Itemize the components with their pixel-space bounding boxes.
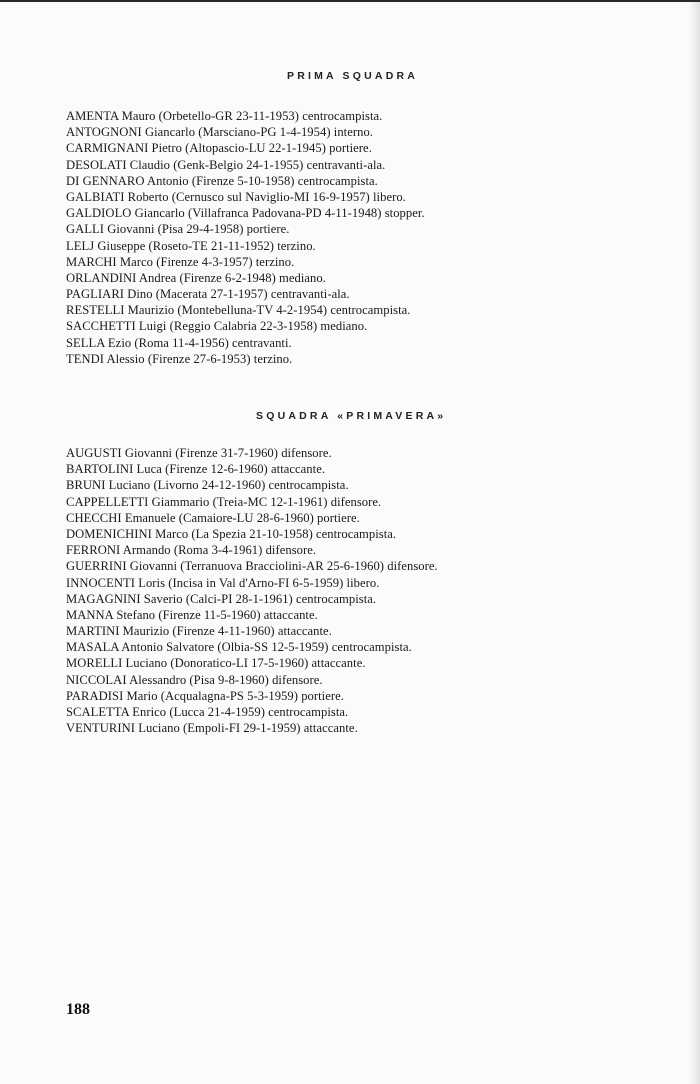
list-item: LELJ Giuseppe (Roseto-TE 21-11-1952) terzino.	[66, 238, 316, 253]
list-item: FERRONI Armando (Roma 3-4-1961) difensore.	[66, 543, 317, 558]
list-item: CHECCHI Emanuele (Camaiore-LU 28-6-1960) portiere.	[66, 510, 360, 525]
list-item: SELLA Ezio (Roma 11-4-1956) centravanti.	[66, 335, 292, 350]
list-item: CARMIGNANI Pietro (Altopascio-LU 22-1-1945) portiere.	[66, 141, 372, 156]
list-item: BARTOLINI Luca (Firenze 12-6-1960) attaccante.	[66, 462, 326, 477]
list-item: ORLANDINI Andrea (Firenze 6-2-1948) mediano.	[66, 270, 326, 285]
heading-prima-squadra: PRIMA SQUADRA	[287, 70, 419, 82]
page-number: 188	[66, 1001, 90, 1018]
list-item: BRUNI Luciano (Livorno 24-12-1960) centrocampista.	[66, 478, 349, 493]
list-item: RESTELLI Maurizio (Montebelluna-TV 4-2-1954) centrocampista.	[66, 303, 411, 318]
list-item: MASALA Antonio Salvatore (Olbia-SS 12-5-1959) centrocampista.	[66, 640, 412, 655]
list-item: MARTINI Maurizio (Firenze 4-11-1960) attaccante.	[66, 624, 332, 639]
list-item: DI GENNARO Antonio (Firenze 5-10-1958) centrocampista.	[66, 173, 378, 188]
list-item: SACCHETTI Luigi (Reggio Calabria 22-3-1958) mediano.	[66, 319, 368, 334]
list-item: SCALETTA Enrico (Lucca 21-4-1959) centrocampista.	[66, 705, 349, 719]
list-item: DESOLATI Claudio (Genk-Belgio 24-1-1955) centravanti-ala.	[66, 157, 386, 172]
list-item: PAGLIARI Dino (Macerata 27-1-1957) centravanti-ala.	[66, 287, 350, 302]
list-item: GUERRINI Giovanni (Terranuova Bracciolini-AR 25-6-1960) difensore.	[66, 559, 438, 574]
page-edge-shadow	[688, 0, 700, 1084]
list-item: MAGAGNINI Saverio (Calci-PI 28-1-1961) centrocampista.	[66, 591, 377, 606]
list-item: ANTOGNONI Giancarlo (Marsciano-PG 1-4-1954) interno.	[66, 125, 373, 140]
list-item: MANNA Stefano (Firenze 11-5-1960) attaccante.	[66, 607, 318, 622]
list-item: MORELLI Luciano (Donoratico-LI 17-5-1960) attaccante.	[66, 656, 366, 671]
list-item: MARCHI Marco (Firenze 4-3-1957) terzino.	[66, 254, 295, 269]
list-item: GALLI Giovanni (Pisa 29-4-1958) portiere.	[66, 222, 290, 237]
list-item: AMENTA Mauro (Orbetello-GR 23-11-1953) centrocampista.	[66, 109, 383, 123]
list-item: PARADISI Mario (Acqualagna-PS 5-3-1959) portiere.	[66, 688, 344, 703]
squadra-primavera-list	[66, 445, 438, 736]
top-rule	[0, 0, 700, 2]
heading-squadra-primavera: SQUADRA «PRIMAVERA»	[256, 410, 447, 422]
list-item: VENTURINI Luciano (Empoli-FI 29-1-1959) attaccante.	[66, 721, 358, 736]
list-item: GALDIOLO Giancarlo (Villafranca Padovana-PD 4-11-1948) stopper.	[66, 206, 425, 221]
prima-squadra-list	[66, 108, 425, 367]
list-item: CAPPELLETTI Giammario (Treia-MC 12-1-1961) difensore.	[66, 494, 382, 509]
list-item: GALBIATI Roberto (Cernusco sul Naviglio-MI 16-9-1957) libero.	[66, 189, 406, 204]
list-item: TENDI Alessio (Firenze 27-6-1953) terzino.	[66, 351, 293, 366]
list-item: NICCOLAI Alessandro (Pisa 9-8-1960) difensore.	[66, 672, 323, 687]
list-item: INNOCENTI Loris (Incisa in Val d'Arno-FI 6-5-1959) libero.	[66, 575, 380, 590]
list-item: DOMENICHINI Marco (La Spezia 21-10-1958) centrocampista.	[66, 526, 397, 541]
list-item: AUGUSTI Giovanni (Firenze 31-7-1960) difensore.	[66, 446, 332, 460]
